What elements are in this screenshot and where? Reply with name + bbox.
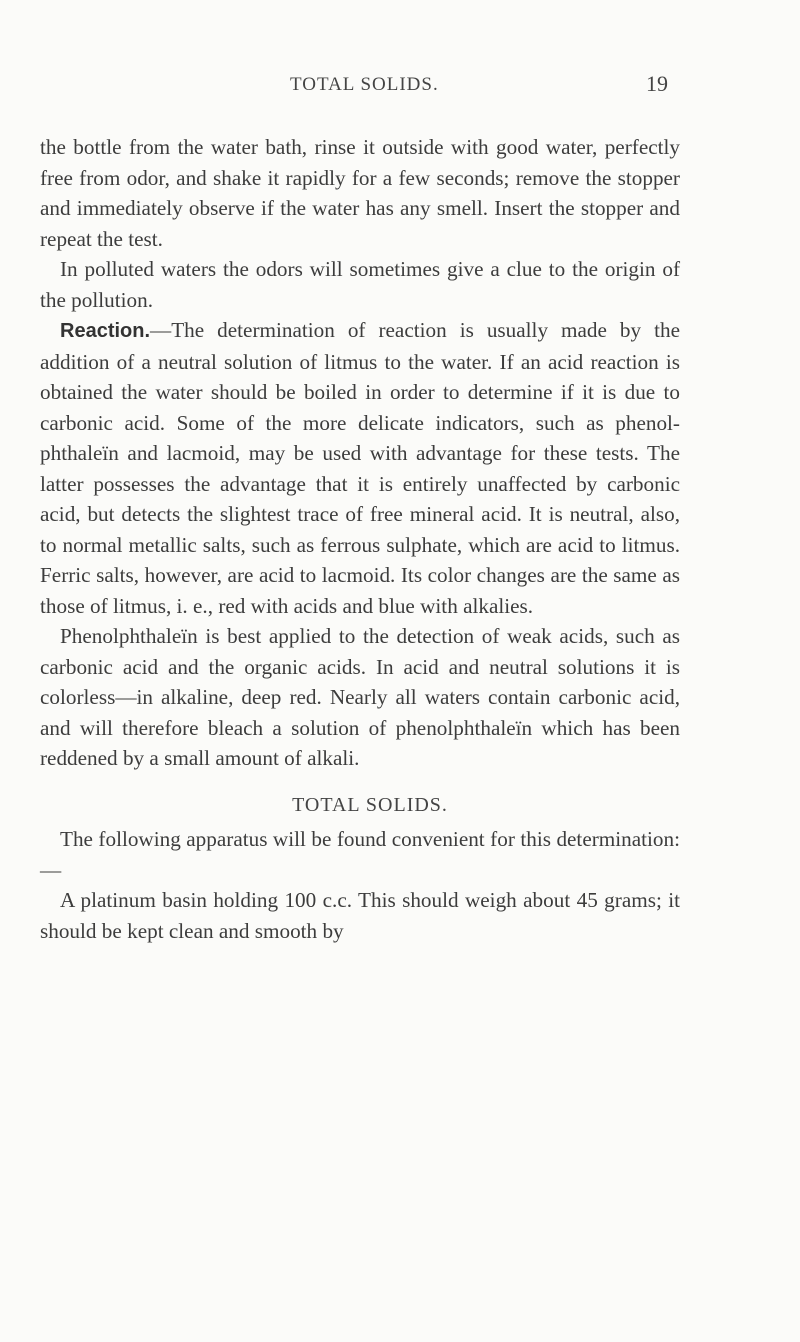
paragraph-phenolphthalein: Phenolphthaleïn is best applied to the detection of weak acids, such as carbonic acid and the organic acids. In acid and neutral solutions it is colorless—in alkaline, deep red. Nearly all waters contain carbonic acid, and will therefore bleach a solution of phenolphthaleïn which has been reddened by a small amount of alkali. [40, 624, 680, 770]
body-text [40, 132, 680, 946]
running-head: TOTAL SOLIDS. [290, 74, 439, 95]
paragraph-reaction [40, 315, 680, 621]
paragraph-polluted-waters: In polluted waters the odors will sometimes give a clue to the origin of the pollution. [40, 257, 680, 312]
paragraph-apparatus: The following apparatus will be found convenient for this determination: — [40, 827, 680, 882]
paragraph-odor-test: the bottle from the water bath, rinse it outside with good water, perfectly free from odor, and shake it rapidly for a few seconds; remove the stopper and immediately observe if the water has any smell. Insert the stopper and repeat the test. [40, 135, 680, 251]
section-heading-total-solids: TOTAL SOLIDS. [292, 793, 448, 816]
reaction-text: —The determination of reaction is usually made by the addition of a neutral solution of litmus to the water. If an acid reaction is obtained the water should be boiled in order to determine if it is due to carbonic acid. Some of the more delicate indicators, such as phenol-phthaleïn and lacmoid, may be used with advantage for these tests. The latter possesses the advantage that it is entirely unaffected by carbonic acid, but detects the slightest trace of free mineral acid. It is neutral, also, to normal metallic salts, such as ferrous sulphate, which are acid to litmus. Ferric salts, however, are acid to lacmoid. Its color changes are the same as those of litmus, i. e., red with acids and blue with alkalies. [40, 318, 680, 618]
page-number: 19 [646, 71, 668, 96]
paragraph-platinum-basin: A platinum basin holding 100 c.c. This should weigh about 45 grams; it should be kept clean and smooth by [40, 888, 680, 943]
run-in-heading-reaction: Reaction. [60, 320, 151, 342]
